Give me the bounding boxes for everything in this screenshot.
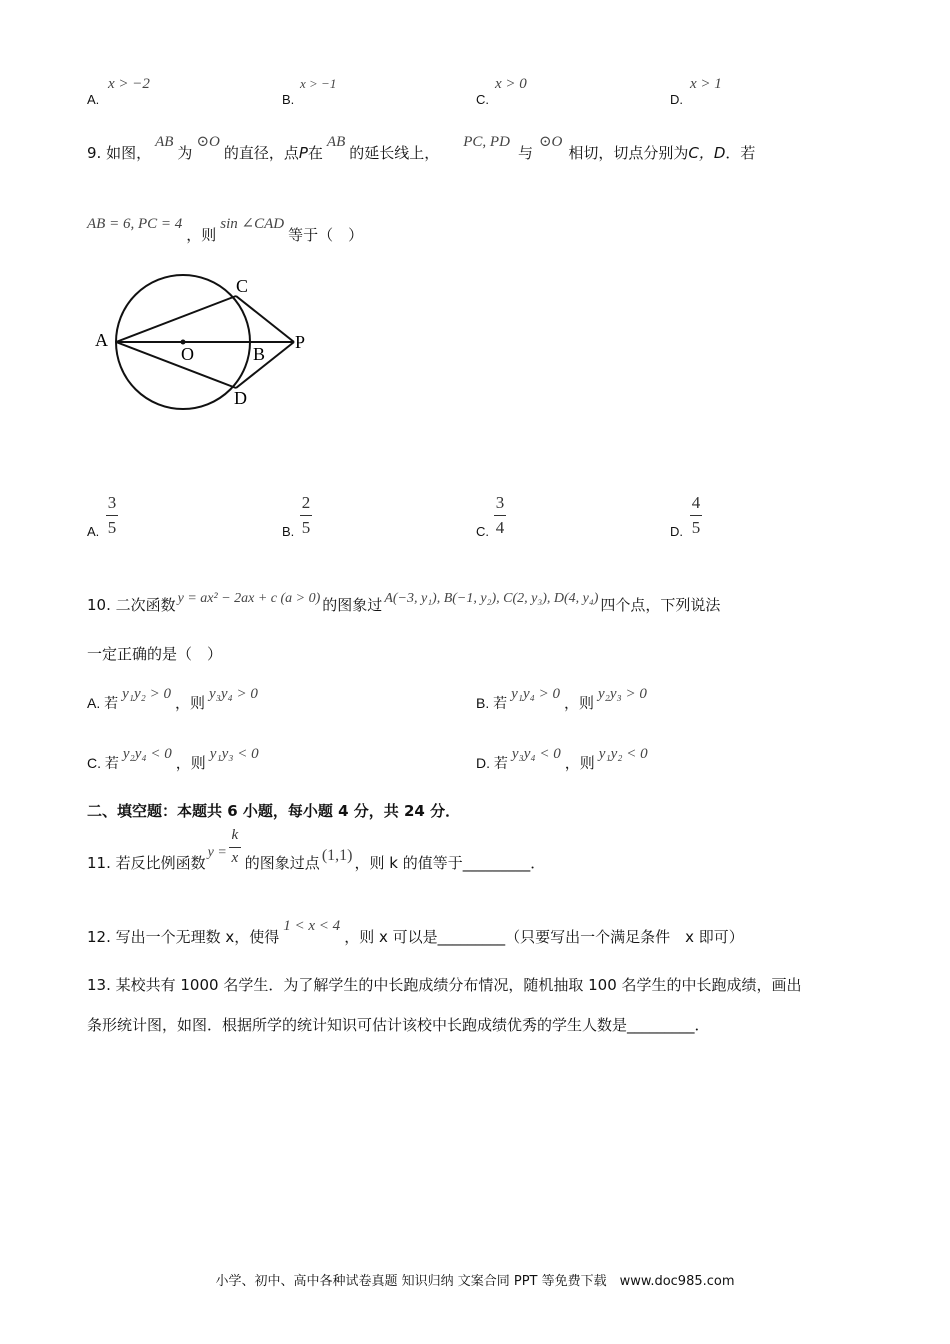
q9-option-c-num: 3: [495, 493, 505, 512]
q9-text: 为: [177, 144, 193, 162]
q10-option-b-cond: y₁y₄ > 0: [511, 686, 560, 702]
line-ac: [116, 296, 236, 342]
line-cp: [236, 296, 294, 342]
q9-option-b-label: B.: [282, 524, 295, 539]
q10-option-b-mid: ，则: [564, 694, 595, 712]
q9-option-c-den: 4: [495, 517, 505, 537]
q9-option-a-den: 5: [107, 517, 117, 537]
q10-option-b: [476, 686, 651, 713]
q9-text: 等于（ ）: [288, 226, 364, 244]
label-c: C: [236, 276, 249, 296]
q8-option-d-label: D.: [670, 92, 683, 107]
q9-text: 相切，切点分别为: [568, 144, 689, 162]
q10-option-b-result: y₂y₃ > 0: [598, 686, 647, 702]
q10-option-c-result: y₁y₃ < 0: [209, 746, 259, 762]
q9-pc-pd: PC, PD: [463, 134, 510, 150]
section-2-heading: 二、填空题：本题共 6 小题，每小题 4 分，共 24 分．: [87, 802, 461, 820]
q10-option-c-cond: y₂y₄ < 0: [122, 746, 172, 762]
q9-option-d-num: 4: [691, 493, 701, 512]
q9-circle-o: ⊙O: [196, 134, 220, 150]
q9-option-d-frac: [690, 494, 702, 537]
q10-option-b-label: B. 若: [476, 695, 508, 711]
q11-text: ，则 k 的值等于_________．: [354, 854, 546, 872]
q8-option-c-expr: x > 0: [495, 76, 527, 92]
q8-option-b-label: B.: [282, 92, 295, 107]
q9-text: 与: [517, 144, 533, 162]
q8-option-a-label: A.: [87, 92, 100, 107]
q9-figure: [85, 268, 325, 418]
q9-ab: AB: [155, 134, 174, 150]
q9-option-b-num: 2: [301, 493, 311, 512]
q10-option-a-cond: y₁y₂ > 0: [122, 686, 171, 702]
q10-number: 10. 二次函数: [87, 596, 176, 614]
q9-option-a-frac: [106, 494, 118, 537]
q13-line-2: 条形统计图，如图．根据所学的统计知识可估计该校中长跑成绩优秀的学生人数是_________．: [87, 1016, 710, 1034]
q10-stem-line1: [87, 591, 721, 615]
q8-option-c-label: C.: [476, 92, 489, 107]
question-12: [87, 918, 744, 947]
q11-y-equals: y =: [207, 845, 227, 860]
q9-number: 9. 如图，: [87, 144, 152, 162]
q9-option-d-den: 5: [691, 517, 701, 537]
line-ad: [116, 342, 236, 388]
q13-line-1: 13. 某校共有 1000 名学生．为了解学生的中长跑成绩分布情况，随机抽取 100 名学生的中长跑成绩，画出: [87, 976, 802, 994]
q11-point: (1,1): [321, 847, 353, 864]
q9-option-d-label: D.: [670, 524, 683, 539]
q9-option-b-frac: [300, 494, 312, 537]
q10-points: A(−3, y₁), B(−1, y₂), C(2, y₃), D(4, y₄): [384, 591, 599, 606]
q10-option-d-cond: y₃y₄ < 0: [511, 746, 561, 762]
q9-text: ，则: [186, 226, 217, 244]
q10-stem-line2: 一定正确的是（ ）: [87, 645, 223, 663]
q12-inequality: 1 < x < 4: [283, 918, 341, 934]
q11-num: k: [231, 827, 239, 843]
q9-option-c-frac: [494, 494, 506, 537]
q10-option-d-label: D. 若: [476, 755, 508, 771]
q10-option-c-label: C. 若: [87, 755, 119, 771]
label-a: A: [95, 330, 108, 350]
q11-text: 的图象过点: [244, 854, 320, 872]
q9-stem-line1: [87, 134, 756, 163]
q8-option-b-expr: x > −1: [300, 76, 337, 91]
q11-den: x: [231, 849, 239, 866]
q9-condition: AB = 6, PC = 4: [87, 216, 183, 232]
q9-p: P: [298, 144, 308, 162]
q8-option-d-expr: x > 1: [690, 76, 722, 92]
q9-text: 的延长线上，: [349, 144, 440, 162]
question-11: [87, 828, 545, 878]
label-o: O: [181, 344, 194, 364]
q9-text: 的直径，点: [223, 144, 299, 162]
q10-option-d: [476, 746, 652, 773]
page-footer: 小学、初中、高中各种试卷真题 知识归纳 文案合同 PPT 等免费下载 www.doc985.com: [215, 1274, 735, 1289]
q9-stem-line2: [87, 216, 364, 245]
q10-function: y = ax² − 2ax + c (a > 0): [177, 591, 321, 606]
q10-option-c-mid: ，则: [175, 754, 206, 772]
q10-option-d-result: y₁y₂ < 0: [598, 746, 648, 762]
q10-option-d-mid: ，则: [564, 754, 595, 772]
q11-number: 11. 若反比例函数: [87, 854, 206, 872]
q9-option-a-num: 3: [107, 493, 117, 512]
q9-circle-o-2: ⊙O: [538, 134, 563, 150]
label-d: D: [234, 388, 247, 408]
q9-cd: C，D: [688, 144, 726, 162]
label-b: B: [253, 344, 266, 364]
q9-text: 在: [307, 144, 323, 162]
q10-text: 的图象过: [322, 596, 383, 614]
q10-option-a-mid: ，则: [175, 694, 206, 712]
q10-option-a-result: y₃y₄ > 0: [209, 686, 258, 702]
q11-fraction: [229, 828, 241, 867]
label-p: P: [295, 332, 306, 352]
q9-text: ．若: [725, 144, 756, 162]
q10-option-a: [87, 686, 262, 713]
q9-option-b-den: 5: [301, 517, 311, 537]
q9-option-c-label: C.: [476, 524, 489, 539]
q9-ab-2: AB: [326, 134, 346, 150]
q12-text: ，则 x 可以是_________（只要写出一个满足条件 x 即可）: [344, 928, 744, 946]
q10-option-a-label: A. 若: [87, 695, 119, 711]
q9-option-a-label: A.: [87, 524, 100, 539]
q10-text: 四个点，下列说法: [600, 596, 721, 614]
q8-option-a-expr: x > −2: [108, 76, 150, 92]
q12-number: 12. 写出一个无理数 x，使得: [87, 928, 280, 946]
q9-sin-cad: sin ∠CAD: [220, 216, 285, 232]
q10-option-c: [87, 746, 263, 773]
